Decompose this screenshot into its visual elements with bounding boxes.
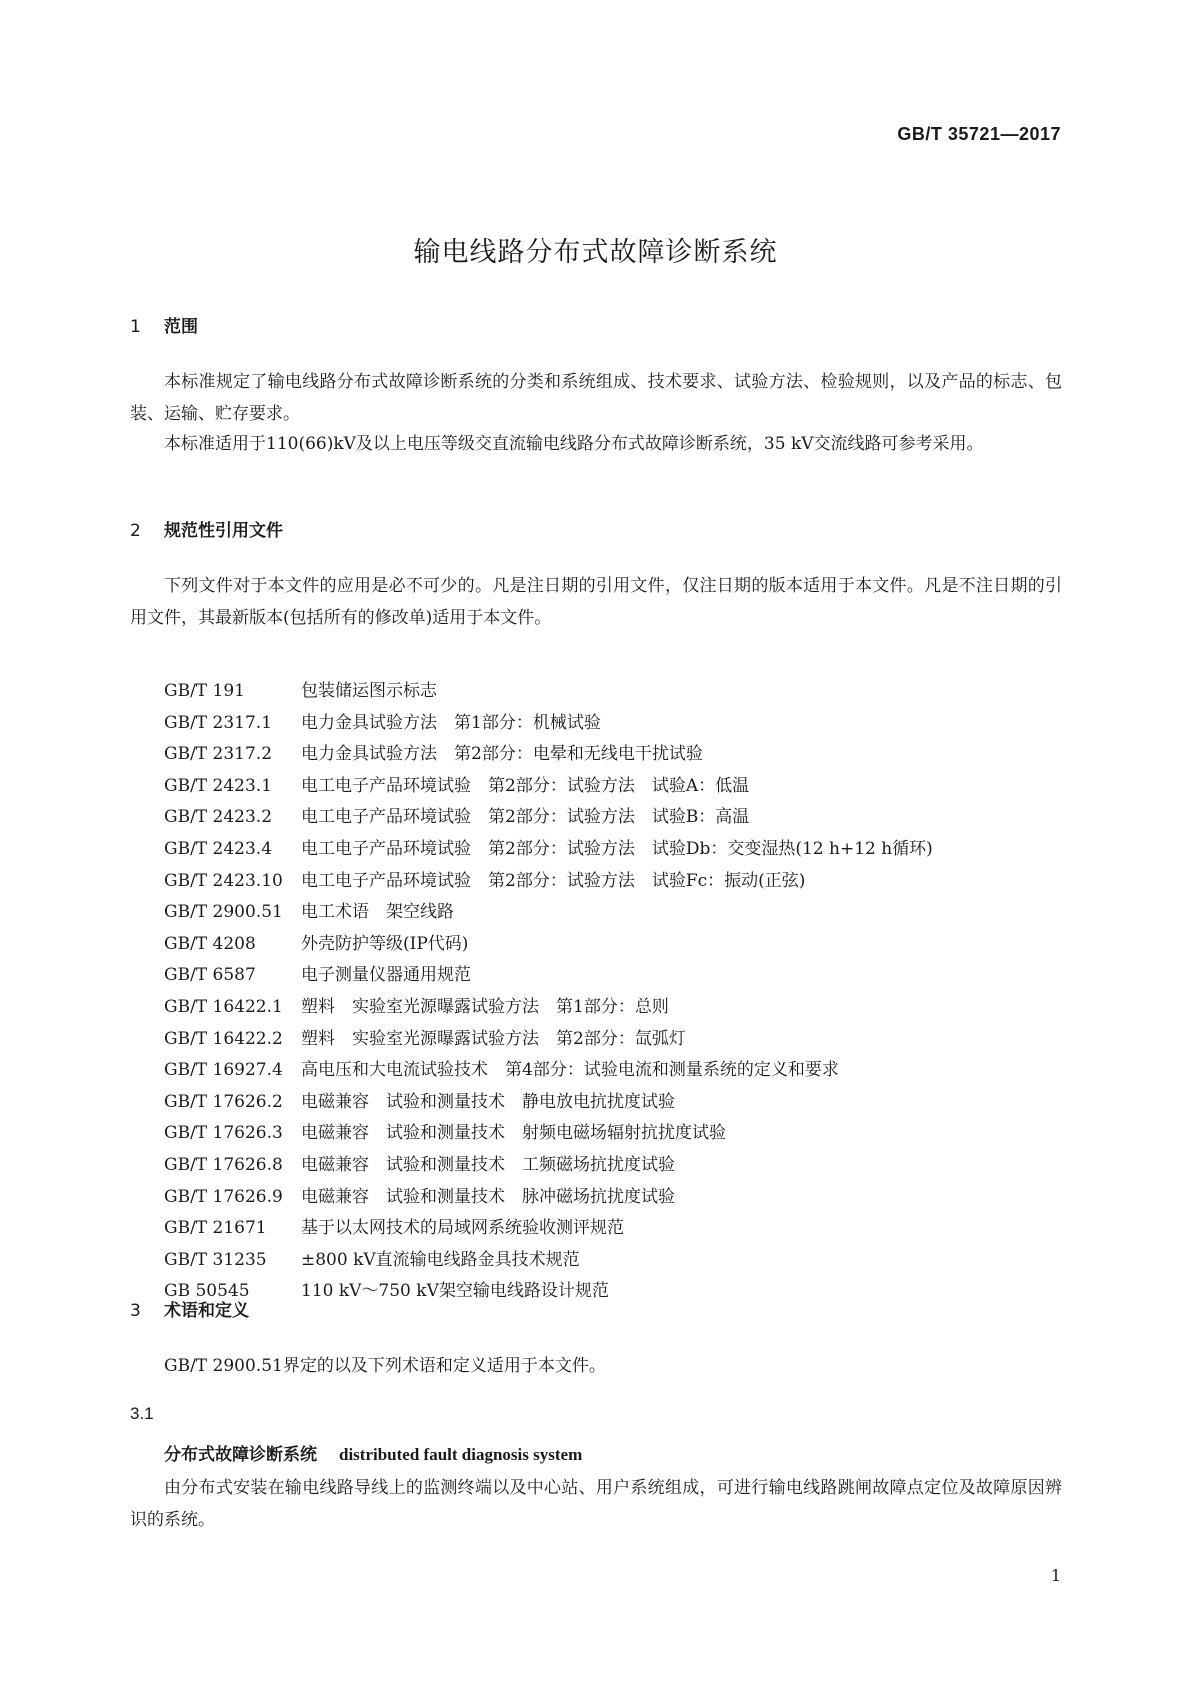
reference-title: 电力金具试验方法 第1部分：机械试验 xyxy=(301,712,601,733)
reference-title: 电工电子产品环境试验 第2部分：试验方法 试验Fc：振动(正弦) xyxy=(301,870,806,891)
section-2-title: 规范性引用文件 xyxy=(164,521,283,541)
term-chinese: 分布式故障诊断系统 xyxy=(164,1445,317,1465)
reference-item xyxy=(164,1150,933,1182)
reference-item xyxy=(164,1118,933,1150)
reference-code: GB/T 6587 xyxy=(164,965,256,986)
section-1-title: 范围 xyxy=(164,317,198,337)
reference-title: 电磁兼容 试验和测量技术 射频电磁场辐射抗扰度试验 xyxy=(301,1123,726,1144)
reference-item xyxy=(164,866,933,898)
section-2-heading xyxy=(130,516,283,541)
reference-title: 电力金具试验方法 第2部分：电晕和无线电干扰试验 xyxy=(301,744,703,765)
reference-title: 电磁兼容 试验和测量技术 静电放电抗扰度试验 xyxy=(301,1091,675,1112)
reference-item xyxy=(164,1245,933,1277)
reference-code: GB/T 16422.2 xyxy=(164,1028,283,1049)
reference-code: GB/T 4208 xyxy=(164,933,256,954)
reference-item xyxy=(164,1182,933,1214)
term-heading xyxy=(164,1440,582,1465)
reference-code: GB/T 2423.10 xyxy=(164,870,283,891)
section-1-paragraph-1: 本标准规定了输电线路分布式故障诊断系统的分类和系统组成、技术要求、试验方法、检验规则，以及产品的标志、包装、运输、贮存要求。 xyxy=(130,372,1062,424)
section-3-number: 3 xyxy=(130,1301,141,1321)
reference-title: 电工电子产品环境试验 第2部分：试验方法 试验A：低温 xyxy=(301,775,750,796)
reference-title: 电工电子产品环境试验 第2部分：试验方法 试验B：高温 xyxy=(301,807,750,828)
section-1-heading xyxy=(130,312,198,337)
reference-code: GB 50545 xyxy=(164,1281,250,1302)
reference-item xyxy=(164,708,933,740)
reference-title: 高电压和大电流试验技术 第4部分：试验电流和测量系统的定义和要求 xyxy=(301,1060,839,1081)
section-3-title: 术语和定义 xyxy=(164,1301,249,1321)
reference-code: GB/T 31235 xyxy=(164,1249,267,1270)
reference-item xyxy=(164,1024,933,1056)
reference-code: GB/T 2423.4 xyxy=(164,838,273,859)
reference-title: 110 kV～750 kV架空输电线路设计规范 xyxy=(301,1281,609,1302)
reference-code: GB/T 21671 xyxy=(164,1218,267,1239)
reference-item xyxy=(164,1087,933,1119)
clause-number: 3.1 xyxy=(130,1404,154,1423)
reference-item xyxy=(164,992,933,1024)
reference-title: 包装储运图示标志 xyxy=(301,681,437,701)
section-3-intro: GB/T 2900.51界定的以及下列术语和定义适用于本文件。 xyxy=(164,1356,606,1376)
reference-item xyxy=(164,1276,933,1308)
term-definition: 由分布式安装在输电线路导线上的监测终端以及中心站、用户系统组成，可进行输电线路跳闸故障点定位及故障原因辨识的系统。 xyxy=(130,1478,1062,1530)
section-3-heading xyxy=(130,1296,249,1321)
reference-code: GB/T 2317.1 xyxy=(164,712,273,733)
reference-title: 塑料 实验室光源曝露试验方法 第1部分：总则 xyxy=(301,996,669,1017)
reference-code: GB/T 2423.1 xyxy=(164,775,273,796)
reference-code: GB/T 17626.8 xyxy=(164,1154,283,1175)
reference-item xyxy=(164,897,933,929)
normative-references-list xyxy=(164,676,933,1308)
reference-item xyxy=(164,929,933,961)
reference-code: GB/T 17626.3 xyxy=(164,1123,283,1144)
page-number: 1 xyxy=(1050,1566,1061,1585)
reference-item xyxy=(164,676,933,708)
reference-code: GB/T 17626.2 xyxy=(164,1091,283,1112)
reference-code: GB/T 16422.1 xyxy=(164,996,283,1017)
reference-title: 电磁兼容 试验和测量技术 脉冲磁场抗扰度试验 xyxy=(301,1186,675,1207)
reference-title: 基于以太网技术的局域网系统验收测评规范 xyxy=(301,1218,624,1239)
reference-title: ±800 kV直流输电线路金具技术规范 xyxy=(301,1249,580,1270)
section-2-intro: 下列文件对于本文件的应用是必不可少的。凡是注日期的引用文件，仅注日期的版本适用于本文件。凡是不注日期的引用文件，其最新版本(包括所有的修改单)适用于本文件。 xyxy=(130,576,1062,628)
reference-item xyxy=(164,834,933,866)
section-1-number: 1 xyxy=(130,317,141,337)
reference-item xyxy=(164,960,933,992)
reference-code: GB/T 2900.51 xyxy=(164,902,283,923)
reference-item xyxy=(164,739,933,771)
reference-title: 电磁兼容 试验和测量技术 工频磁场抗扰度试验 xyxy=(301,1154,675,1175)
standard-code: GB/T 35721—2017 xyxy=(897,124,1061,144)
reference-code: GB/T 2317.2 xyxy=(164,744,273,765)
reference-code: GB/T 16927.4 xyxy=(164,1060,283,1081)
reference-item xyxy=(164,771,933,803)
term-english: distributed fault diagnosis system xyxy=(339,1445,583,1464)
reference-item xyxy=(164,1055,933,1087)
reference-title: 外壳防护等级(IP代码) xyxy=(301,933,469,954)
reference-title: 电工术语 架空线路 xyxy=(301,902,454,923)
reference-title: 电工电子产品环境试验 第2部分：试验方法 试验Db：交变湿热(12 h+12 h循环) xyxy=(301,838,933,859)
reference-code: GB/T 17626.9 xyxy=(164,1186,283,1207)
reference-item xyxy=(164,1213,933,1245)
reference-code: GB/T 2423.2 xyxy=(164,807,273,828)
section-1-paragraph-2: 本标准适用于110(66)kV及以上电压等级交直流输电线路分布式故障诊断系统，35 kV交流线路可参考采用。 xyxy=(164,434,984,454)
reference-item xyxy=(164,802,933,834)
reference-title: 塑料 实验室光源曝露试验方法 第2部分：氙弧灯 xyxy=(301,1028,686,1049)
reference-title: 电子测量仪器通用规范 xyxy=(301,965,471,986)
section-2-number: 2 xyxy=(130,521,141,541)
document-title: 输电线路分布式故障诊断系统 xyxy=(413,237,778,268)
reference-code: GB/T 191 xyxy=(164,681,245,701)
